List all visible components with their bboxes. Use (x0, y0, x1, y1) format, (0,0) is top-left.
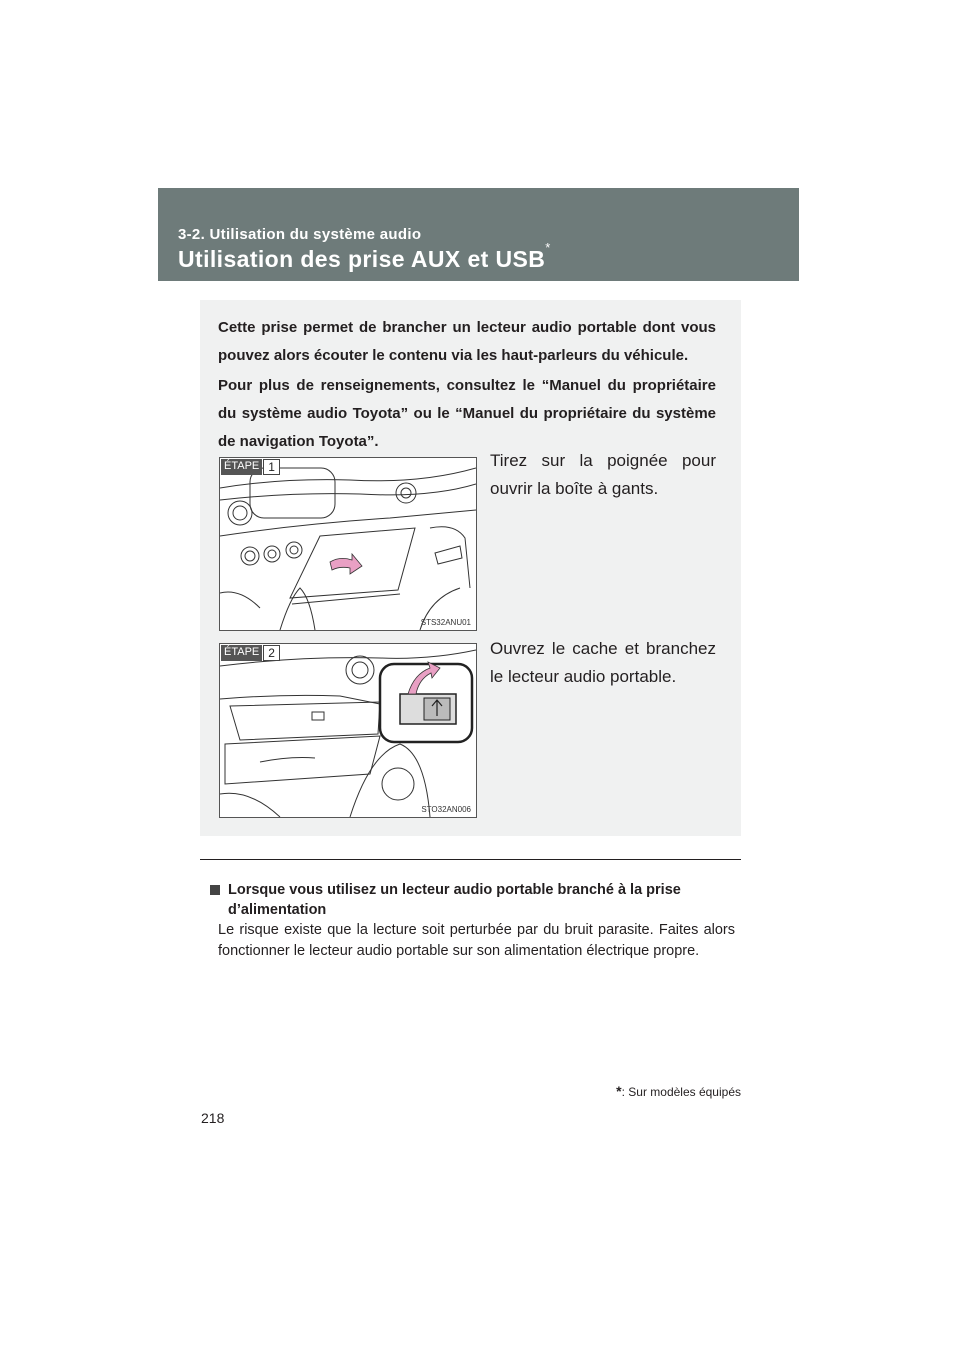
footnote-text: : Sur modèles équipés (621, 1085, 741, 1099)
asterisk-icon: * (616, 1083, 622, 1099)
step-2-badge-number: 2 (263, 645, 280, 661)
step-2-text: Ouvrez le cache et branchez le lecteur audio portable. (490, 639, 716, 686)
page-number: 218 (201, 1110, 225, 1126)
procedure-box (200, 300, 741, 836)
section-title: 3-2. Utilisation du système audio (178, 226, 422, 243)
step-1-badge (221, 459, 280, 475)
chapter-header (158, 188, 799, 281)
step-1-badge-label: ÉTAPE (221, 459, 262, 475)
step-2-illustration (219, 643, 477, 818)
note-heading-text: Lorsque vous utilisez un lecteur audio portable branché à la prise d’alimentation (228, 882, 681, 918)
usb-port-drawing (220, 644, 476, 817)
step-1-image-code: STS32ANU01 (420, 618, 471, 627)
square-bullet-icon (210, 885, 220, 895)
step-1-badge-number: 1 (263, 459, 280, 475)
note-heading (210, 880, 735, 920)
step-2-image-code: STO32AN006 (421, 805, 471, 814)
intro-paragraph-2: Pour plus de renseignements, consultez le “Manuel du propriétaire du système audio Toyota” ou le “Manuel du propriétaire du système de navigation Toyota”. (218, 377, 716, 450)
step-2-badge (221, 645, 280, 661)
note-body: Le risque existe que la lecture soit perturbée par du bruit parasite. Faites alors fonctionner le lecteur audio portable sur son alimentation électrique propre. (218, 922, 735, 959)
step-1-text: Tirez sur la poignée pour ouvrir la boîte à gants. (490, 451, 716, 498)
title-footnote-mark: * (545, 240, 551, 256)
pull-arrow-icon (330, 554, 362, 574)
page-title (178, 240, 551, 273)
page-title-text: Utilisation des prise AUX et USB (178, 246, 546, 272)
divider (200, 859, 741, 860)
glove-box-drawing (220, 458, 476, 630)
step-2-badge-label: ÉTAPE (221, 645, 262, 661)
intro-paragraph-1: Cette prise permet de brancher un lecteur audio portable dont vous pouvez alors écouter le contenu via les haut-parleurs du véhicule. (218, 319, 716, 364)
footnote (616, 1083, 741, 1099)
step-1-illustration (219, 457, 477, 631)
